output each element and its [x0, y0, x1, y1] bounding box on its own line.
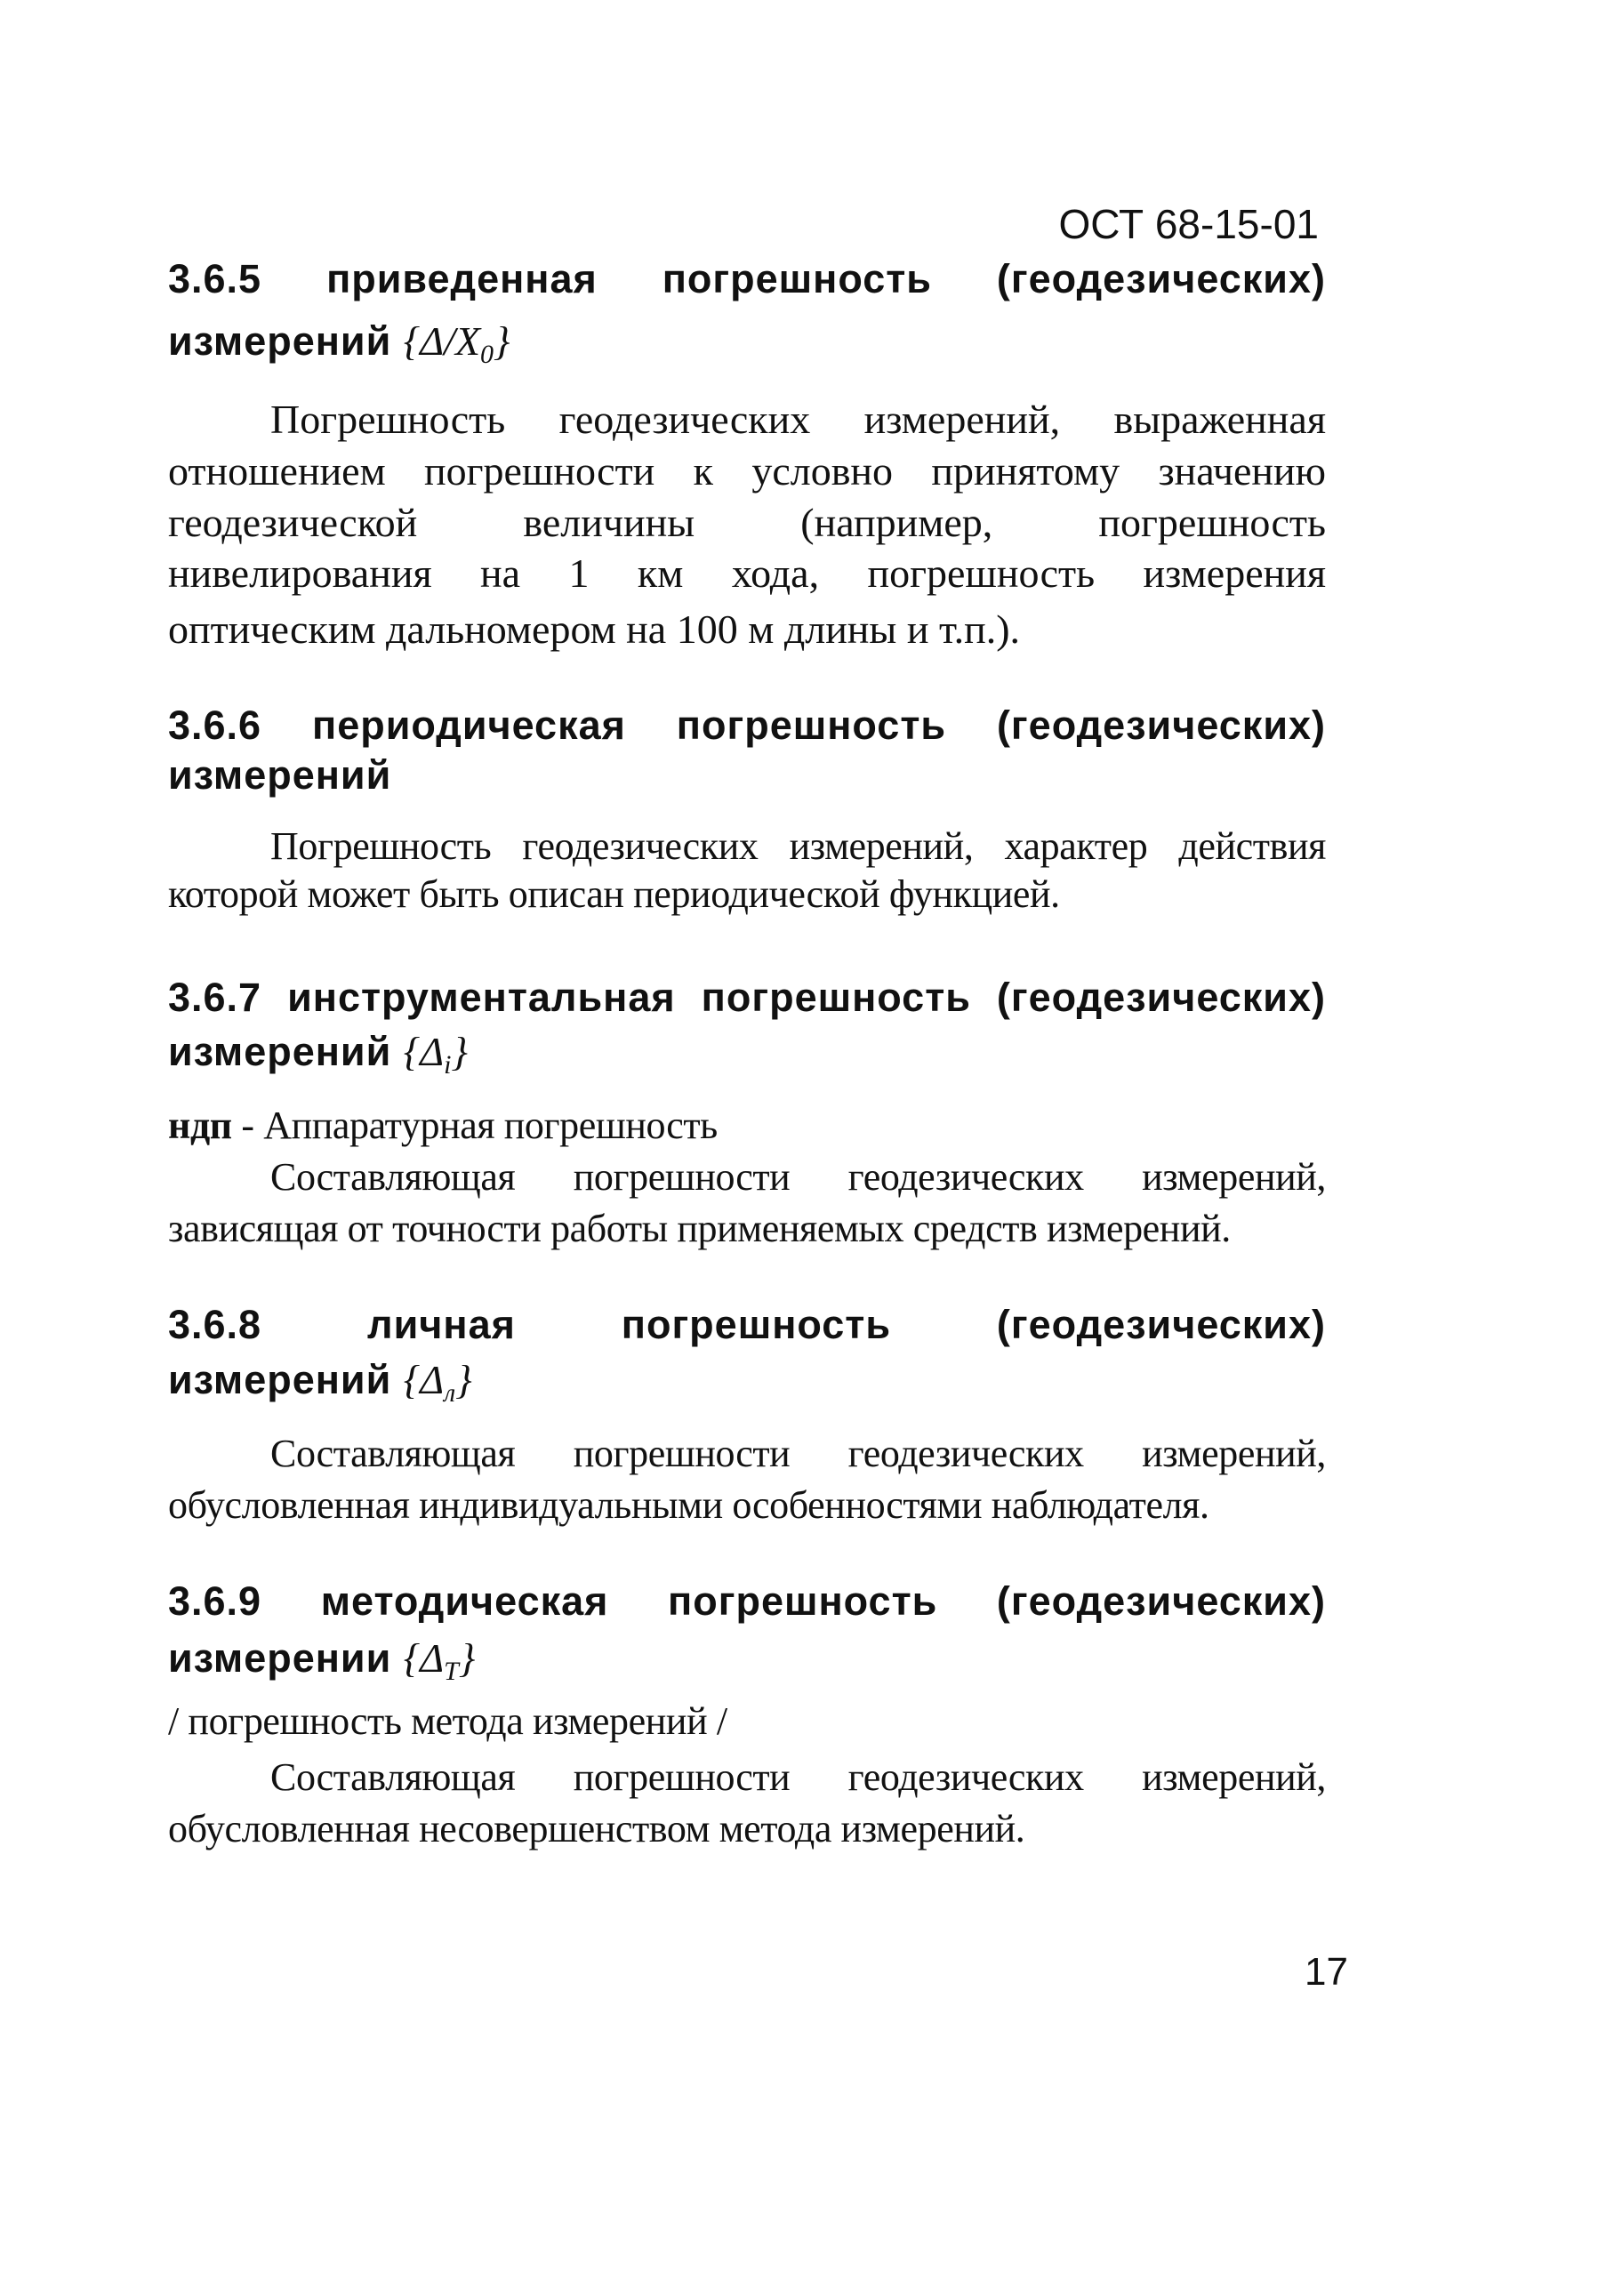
alternative-term — [168, 1099, 1326, 1152]
symbol-close: } — [455, 1357, 472, 1402]
section-title: приведенная погрешность (геодезических) — [326, 256, 1326, 301]
symbol-notation — [403, 1029, 468, 1080]
definition-line: Погрешность геодезических измерений, выраженная — [270, 397, 1326, 442]
section-term-line — [168, 1353, 1326, 1407]
section-heading-3-6-6 — [168, 699, 1326, 752]
definition-line: Составляющая погрешности геодезических измерений, — [270, 1432, 1326, 1475]
symbol-close: } — [494, 318, 510, 364]
symbol-close: } — [451, 1029, 468, 1074]
term-continuation: измерении — [168, 1635, 392, 1681]
term-continuation: измерений — [168, 1029, 392, 1074]
definition-line: геодезической величины (например, погрешность — [168, 500, 1326, 545]
symbol-base: {Δ/X — [403, 318, 481, 364]
definition-line: зависящая от точности работы применяемых средств измерений. — [168, 1207, 1231, 1250]
section-number: 3.6.8 — [168, 1302, 262, 1347]
symbol-subscript: i — [444, 1050, 452, 1080]
section-term-line — [168, 749, 1326, 802]
section-number: 3.6.6 — [168, 702, 262, 748]
symbol-notation — [403, 318, 510, 369]
synonym-term: / погрешность метода измерений / — [168, 1699, 727, 1743]
section-number: 3.6.9 — [168, 1578, 262, 1624]
section-title: методическая погрешность (геодезических) — [320, 1578, 1326, 1624]
symbol-subscript: Т — [444, 1657, 459, 1686]
symbol-subscript: л — [444, 1378, 456, 1408]
symbol-notation — [403, 1635, 476, 1686]
section-title: личная погрешность (геодезических) — [367, 1302, 1326, 1347]
term-continuation: измерений — [168, 318, 392, 364]
definition-line: отношением погрешности к условно принятому значению — [168, 448, 1326, 494]
term-continuation: измерений — [168, 1357, 392, 1402]
section-number: 3.6.5 — [168, 256, 262, 301]
definition-line: оптическим дальномером на 100 м длины и т.п.). — [168, 606, 1021, 652]
section-heading-3-6-8 — [168, 1298, 1326, 1352]
definition-line: нивелирования на 1 км хода, погрешность измерения — [168, 550, 1326, 596]
document-code: ОСТ 68-15-01 — [1058, 201, 1319, 247]
alternative-term-text: - Аппаратурная погрешность — [241, 1104, 718, 1147]
section-title: периодическая погрешность (геодезических) — [312, 702, 1326, 748]
section-title: инструментальная погрешность (геодезических) — [287, 975, 1326, 1020]
definition-line: обусловленная индивидуальными особенностями наблюдателя. — [168, 1483, 1209, 1527]
symbol-base: {Δ — [403, 1357, 445, 1402]
term-continuation: измерений — [168, 752, 392, 798]
page-number: 17 — [1305, 1950, 1348, 1994]
section-heading-3-6-9 — [168, 1575, 1326, 1628]
section-term-line — [168, 1025, 1326, 1079]
alternative-term-label: ндп — [168, 1104, 232, 1147]
definition-line: обусловленная несовершенством метода измерений. — [168, 1807, 1025, 1850]
section-term-line — [168, 315, 1326, 368]
definition-line: Составляющая погрешности геодезических измерений, — [270, 1755, 1326, 1799]
symbol-base: {Δ — [403, 1635, 445, 1681]
symbol-subscript: 0 — [480, 340, 494, 369]
definition-line: которой может быть описан периодической функцией. — [168, 872, 1060, 916]
section-term-line — [168, 1632, 1326, 1685]
section-heading-3-6-7 — [168, 971, 1326, 1024]
symbol-notation — [403, 1357, 472, 1408]
symbol-base: {Δ — [403, 1029, 445, 1074]
symbol-close: } — [458, 1635, 476, 1681]
definition-line: Погрешность геодезических измерений, характер действия — [270, 824, 1326, 868]
section-heading-3-6-5 — [168, 253, 1326, 306]
definition-line: Составляющая погрешности геодезических измерений, — [270, 1155, 1326, 1199]
section-number: 3.6.7 — [168, 975, 262, 1020]
